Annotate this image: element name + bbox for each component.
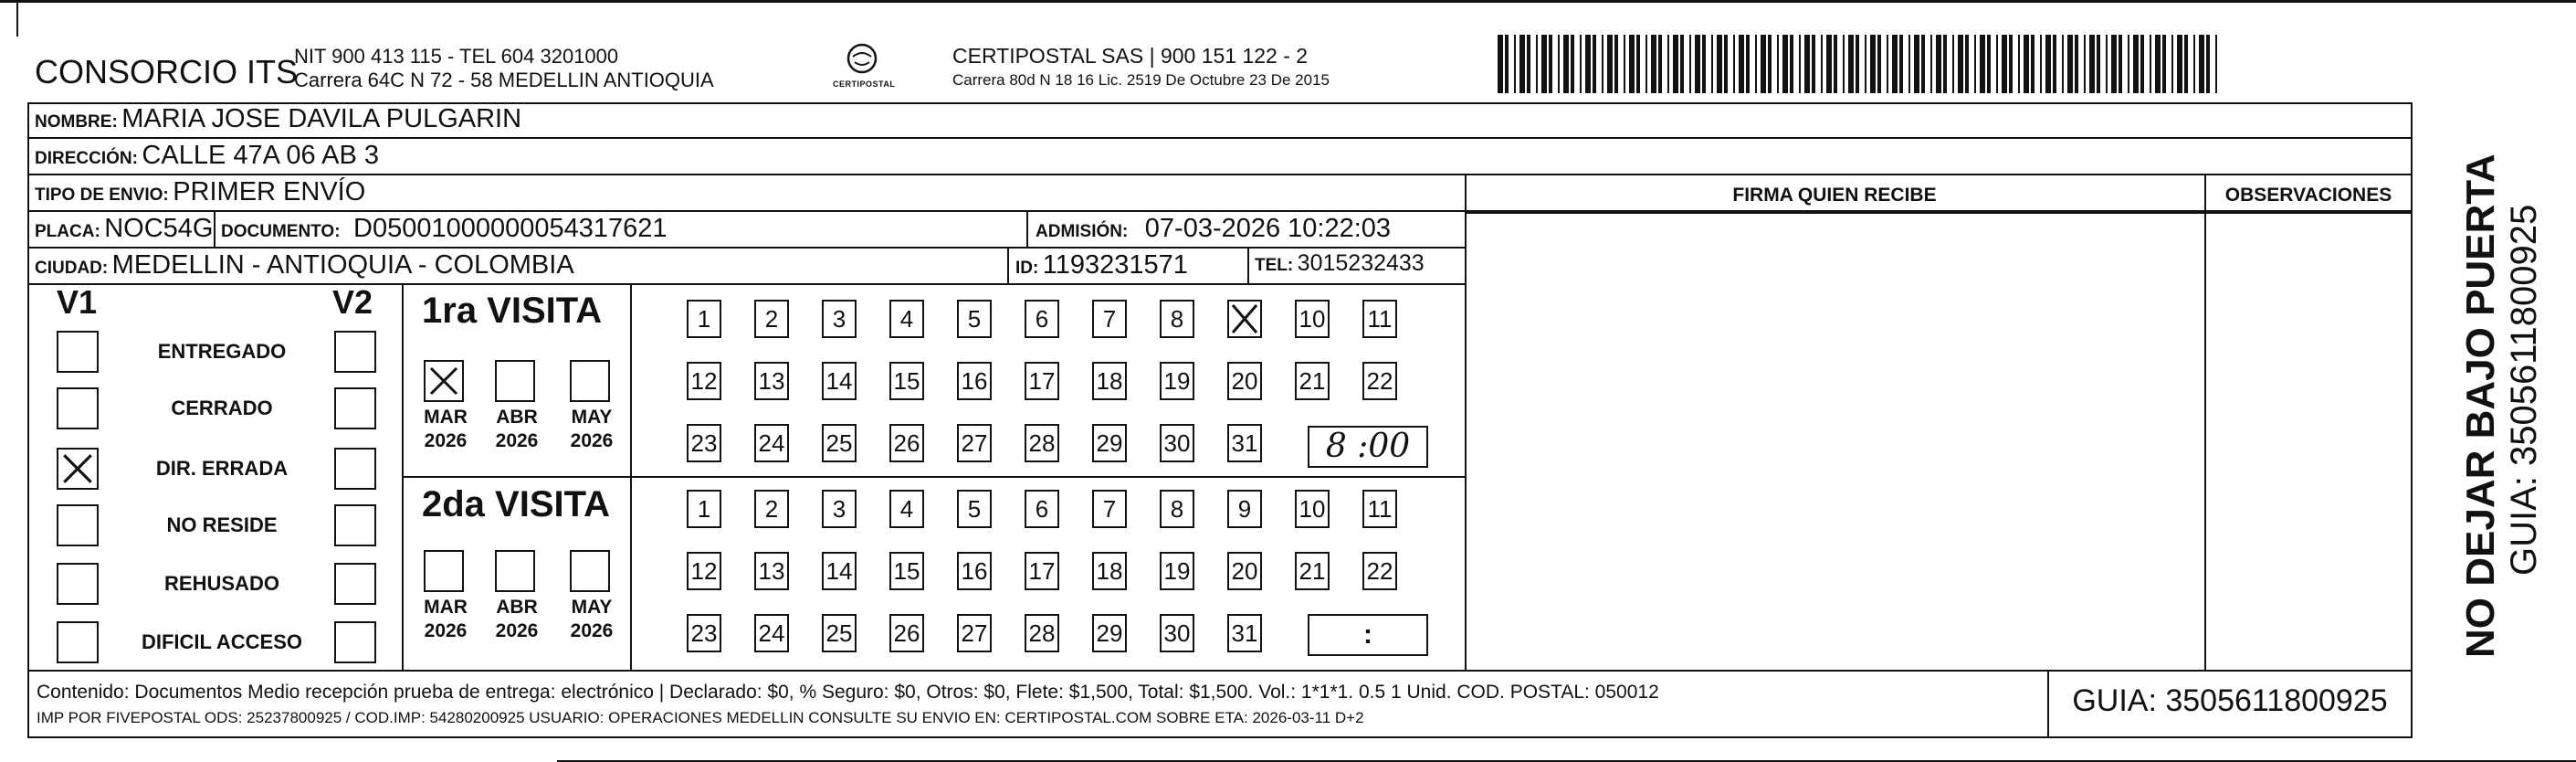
direccion-value: CALLE 47A 06 AB 3: [142, 141, 379, 170]
barcode-bar: [1717, 35, 1722, 93]
col-line: [1026, 210, 1028, 247]
barcode-bar: [2193, 35, 2195, 93]
day-box[interactable]: 24: [754, 424, 789, 462]
v1-checkbox[interactable]: [57, 387, 99, 429]
option-label: DIR. ERRADA: [155, 457, 289, 480]
barcode-bar: [1689, 35, 1691, 93]
visit2-title: 2da VISITA: [422, 484, 610, 524]
v1-checkbox[interactable]: [57, 331, 99, 373]
day-box[interactable]: 3: [822, 490, 857, 528]
day-box[interactable]: 16: [957, 362, 992, 400]
day-box-marked[interactable]: [1227, 300, 1262, 338]
day-box[interactable]: 10: [1295, 490, 1330, 528]
day-box[interactable]: 4: [889, 300, 924, 338]
left-edge-mark: [16, 0, 18, 37]
month-label: ABR 2026: [495, 597, 539, 641]
barcode-bar: [1602, 35, 1603, 93]
month-checkbox[interactable]: [424, 550, 464, 592]
day-box[interactable]: 14: [822, 552, 857, 590]
top-border-line: [0, 0, 2576, 3]
nombre-value: MARIA JOSE DAVILA PULGARIN: [121, 104, 522, 133]
ciudad-cell: [35, 250, 574, 280]
barcode-bar: [1877, 35, 1881, 93]
barcode-bar: [1856, 35, 1859, 93]
barcode-bar: [1519, 35, 1525, 93]
day-box[interactable]: 15: [889, 362, 924, 400]
barcode-bar: [1848, 35, 1854, 93]
barcode-bar: [1673, 35, 1678, 93]
barcode-bar: [1761, 35, 1766, 93]
barcode-bar: [1702, 35, 1706, 93]
barcode-bar: [1987, 35, 1991, 93]
day-box[interactable]: 1: [687, 490, 721, 528]
barcode-bar: [1865, 35, 1866, 93]
day-box[interactable]: 21: [1295, 362, 1330, 400]
barcode-bar: [1536, 35, 1538, 93]
month-label: MAY 2026: [570, 407, 614, 451]
day-box[interactable]: 2: [754, 300, 789, 338]
barcode-bar: [2184, 35, 2188, 93]
day-box[interactable]: 20: [1227, 362, 1262, 400]
v1-checkbox[interactable]: [57, 504, 99, 546]
barcode-bar: [1724, 35, 1728, 93]
barcode-bar: [1782, 35, 1788, 93]
day-box[interactable]: 21: [1295, 552, 1330, 590]
day-box[interactable]: 2: [754, 490, 789, 528]
barcode-bar: [1821, 35, 1823, 93]
barcode-bar: [1899, 35, 1903, 93]
barcode-bar: [2062, 35, 2064, 93]
barcode-bar: [1892, 35, 1898, 93]
barcode-bar: [2097, 35, 2100, 93]
barcode-bar: [1887, 35, 1888, 93]
day-box[interactable]: 1: [687, 300, 721, 338]
barcode-bar: [2171, 35, 2173, 93]
barcode-bar: [1498, 35, 1503, 93]
company-line-1: NIT 900 413 115 - TEL 604 3201000: [294, 45, 619, 68]
col-line: [1247, 247, 1249, 283]
day-box[interactable]: 31: [1227, 424, 1262, 462]
visit2-time-value: :: [1363, 619, 1372, 650]
day-box[interactable]: 13: [754, 552, 789, 590]
visit1-time-value: 8 :00: [1325, 428, 1411, 465]
day-box[interactable]: 10: [1295, 300, 1330, 338]
observaciones-area[interactable]: [2206, 214, 2411, 668]
admision-value: 07-03-2026 10:22:03: [1144, 214, 1392, 243]
option-label: REHUSADO: [164, 572, 279, 595]
barcode-bar: [2084, 35, 2086, 93]
ciudad-label: CIUDAD:: [35, 259, 109, 278]
barcode-bar: [2024, 35, 2029, 93]
barcode-bar: [2162, 35, 2166, 93]
courier-line-2: Carrera 80d N 18 16 Lic. 2519 De Octubre 23 De 2015: [952, 71, 1330, 89]
barcode-bar: [1943, 35, 1947, 93]
day-box[interactable]: 30: [1160, 614, 1194, 652]
day-box[interactable]: 6: [1025, 300, 1059, 338]
option-label: CERRADO: [171, 397, 273, 419]
barcode-bar: [1585, 35, 1591, 93]
day-box[interactable]: 22: [1362, 362, 1397, 400]
day-box[interactable]: 23: [687, 614, 721, 652]
day-box[interactable]: 13: [754, 362, 789, 400]
barcode-bar: [1563, 35, 1569, 93]
company-name: CONSORCIO ITS: [35, 53, 299, 90]
day-box[interactable]: 17: [1025, 362, 1059, 400]
barcode-bar: [1952, 35, 1954, 93]
row-line: [402, 476, 1467, 478]
barcode-bar: [1695, 35, 1700, 93]
barcode-bar: [1812, 35, 1815, 93]
side-warning: NO DEJAR BAJO PUERTA: [2458, 153, 2503, 658]
v2-checkbox[interactable]: [334, 504, 376, 546]
day-box[interactable]: 27: [957, 424, 992, 462]
barcode-bar: [2199, 35, 2204, 93]
barcode-bar: [1645, 35, 1647, 93]
footer-line-2: IMP POR FIVEPOSTAL ODS: 25237800925 / COD.IMP: 54280200925 USUARIO: OPERACIONES MEDELLIN CONSULTE SU ENVIO EN: CERTIPOSTAL.COM SOBRE ETA: 2026-03-11 D+2: [37, 709, 1364, 726]
barcode-bar: [2206, 35, 2210, 93]
col-line: [630, 283, 632, 670]
barcode-bar: [1980, 35, 1985, 93]
day-box[interactable]: 18: [1092, 552, 1127, 590]
v1-checkbox[interactable]: [57, 448, 99, 490]
direccion-label: DIRECCIÓN:: [35, 149, 138, 168]
visit2-time-box[interactable]: [1308, 614, 1428, 656]
barcode-bar: [2106, 35, 2108, 93]
day-box[interactable]: 12: [687, 362, 721, 400]
row-line: [27, 247, 1467, 249]
barcode-bar: [1834, 35, 1837, 93]
v2-checkbox[interactable]: [334, 387, 376, 429]
tel-value: 3015232433: [1297, 250, 1425, 276]
barcode-bar: [1514, 35, 1516, 93]
id-label: ID:: [1015, 259, 1039, 278]
visit1-title: 1ra VISITA: [422, 291, 603, 331]
barcode-bar: [1930, 35, 1932, 93]
x-mark-icon: [58, 450, 97, 488]
option-label: NO RESIDE: [166, 513, 278, 536]
direccion-row: [35, 141, 379, 171]
day-box[interactable]: 5: [957, 300, 992, 338]
footer-line-1: Contenido: Documentos Medio recepción prueba de entrega: electrónico | Declarado: $0, % Seguro: $0, Otros: $0, Flete: $1,500, Total: $1,500. Vol.: 1*1*1. 0.5 1 Unid. COD. POSTAL: 050012: [37, 682, 1659, 703]
row-line: [27, 283, 1467, 285]
barcode-bar: [1549, 35, 1552, 93]
day-box[interactable]: 29: [1092, 614, 1127, 652]
day-box[interactable]: 8: [1160, 490, 1194, 528]
placa-value: NOC54G: [104, 214, 214, 243]
barcode-bar: [1571, 35, 1574, 93]
day-box[interactable]: 4: [889, 490, 924, 528]
day-box[interactable]: 18: [1092, 362, 1127, 400]
v1-header: V1: [57, 283, 98, 321]
day-box[interactable]: 31: [1227, 614, 1262, 652]
day-box[interactable]: 14: [822, 362, 857, 400]
barcode-bar: [1636, 35, 1640, 93]
barcode-bar: [1908, 35, 1910, 93]
barcode-bar: [1629, 35, 1635, 93]
barcode-bar: [1777, 35, 1779, 93]
month-checkbox[interactable]: [495, 360, 535, 402]
month-label: ABR 2026: [495, 407, 539, 451]
observaciones-header: OBSERVACIONES: [2224, 185, 2392, 206]
barcode-bar: [1580, 35, 1582, 93]
barcode: [1498, 35, 2228, 93]
barcode-bar: [1607, 35, 1613, 93]
admision-cell: [1036, 214, 1391, 244]
barcode-bar: [1739, 35, 1744, 93]
barcode-bar: [1505, 35, 1509, 93]
barcode-bar: [1826, 35, 1832, 93]
v2-checkbox[interactable]: [334, 331, 376, 373]
month-label: MAR 2026: [424, 597, 468, 641]
courier-line-1: CERTIPOSTAL SAS | 900 151 122 - 2: [952, 44, 1309, 68]
barcode-bar: [2177, 35, 2182, 93]
x-mark-icon: [1229, 302, 1260, 336]
col-line: [1007, 247, 1009, 283]
v2-checkbox[interactable]: [334, 563, 376, 605]
barcode-bar: [1914, 35, 1919, 93]
barcode-bar: [2075, 35, 2078, 93]
day-box[interactable]: 30: [1160, 424, 1194, 462]
day-box[interactable]: 5: [957, 490, 992, 528]
barcode-bar: [2002, 35, 2007, 93]
barcode-bar: [1711, 35, 1713, 93]
barcode-bar: [2067, 35, 2073, 93]
month-checkbox[interactable]: [495, 550, 535, 592]
barcode-bar: [1799, 35, 1801, 93]
day-box[interactable]: 3: [822, 300, 857, 338]
placa-cell: [35, 214, 214, 244]
barcode-bar: [2155, 35, 2161, 93]
firma-header: FIRMA QUIEN RECIBE: [1732, 185, 1937, 206]
day-box[interactable]: 25: [822, 424, 857, 462]
barcode-bar: [2045, 35, 2051, 93]
v1-checkbox[interactable]: [57, 621, 99, 663]
documento-value: D05001000000054317621: [353, 214, 668, 243]
barcode-bar: [2018, 35, 2020, 93]
tel-label: TEL:: [1255, 256, 1294, 275]
side-guia: GUIA: 3505611800925: [2504, 204, 2544, 576]
day-box[interactable]: 19: [1160, 362, 1194, 400]
x-mark-icon: [426, 362, 462, 400]
barcode-bar: [1541, 35, 1547, 93]
logo-text: CERTIPOSTAL: [833, 79, 896, 89]
barcode-bar: [1755, 35, 1757, 93]
visit1-time-box[interactable]: [1308, 426, 1428, 468]
barcode-bar: [1733, 35, 1735, 93]
barcode-bar: [1790, 35, 1793, 93]
barcode-bar: [2111, 35, 2117, 93]
month-label: MAR 2026: [424, 407, 468, 451]
barcode-bar: [1965, 35, 1969, 93]
barcode-bar: [2009, 35, 2013, 93]
day-box[interactable]: 15: [889, 552, 924, 590]
barcode-bar: [2150, 35, 2151, 93]
certipostal-logo: [833, 42, 896, 99]
tipo-label: TIPO DE ENVIO:: [35, 185, 169, 205]
documento-cell: [221, 214, 668, 244]
barcode-bar: [2031, 35, 2035, 93]
month-checkbox[interactable]: [570, 360, 610, 402]
barcode-bar: [1593, 35, 1596, 93]
barcode-bar: [1768, 35, 1772, 93]
row-line: [27, 174, 2413, 175]
logo-icon: [844, 42, 880, 75]
id-cell: [1015, 250, 1188, 280]
month-label: MAY 2026: [570, 597, 614, 641]
day-box[interactable]: 26: [889, 424, 924, 462]
barcode-bar: [1974, 35, 1976, 93]
placa-label: PLACA:: [35, 222, 100, 241]
v2-checkbox[interactable]: [334, 448, 376, 490]
barcode-bar: [1936, 35, 1941, 93]
barcode-bar: [1804, 35, 1810, 93]
day-box[interactable]: 19: [1160, 552, 1194, 590]
barcode-bar: [1658, 35, 1662, 93]
signature-area[interactable]: [1467, 214, 2203, 668]
barcode-bar: [2215, 35, 2217, 93]
barcode-bar: [2140, 35, 2144, 93]
day-box[interactable]: 20: [1227, 552, 1262, 590]
company-line-2: Carrera 64C N 72 - 58 MEDELLIN ANTIOQUIA: [294, 69, 714, 91]
tipo-row: [35, 177, 365, 207]
month-checkbox[interactable]: [570, 550, 610, 592]
barcode-bar: [1996, 35, 1998, 93]
barcode-bar: [1651, 35, 1656, 93]
v1-checkbox[interactable]: [57, 563, 99, 605]
day-box[interactable]: 7: [1092, 300, 1127, 338]
barcode-bar: [2133, 35, 2139, 93]
tel-cell: [1255, 250, 1425, 277]
day-box[interactable]: 11: [1362, 490, 1397, 528]
option-label: DIFICIL ACCESO: [141, 630, 302, 653]
barcode-bar: [1921, 35, 1925, 93]
month-checkbox[interactable]: [424, 360, 464, 402]
day-box[interactable]: 27: [957, 614, 992, 652]
barcode-bar: [1843, 35, 1845, 93]
day-box[interactable]: 24: [754, 614, 789, 652]
day-box[interactable]: 12: [687, 552, 721, 590]
col-line: [402, 283, 404, 670]
v2-checkbox[interactable]: [334, 621, 376, 663]
barcode-bar: [2128, 35, 2129, 93]
col-line: [214, 210, 216, 247]
day-box[interactable]: 11: [1362, 300, 1397, 338]
barcode-bar: [1667, 35, 1669, 93]
option-label: ENTREGADO: [157, 340, 287, 363]
day-box[interactable]: 17: [1025, 552, 1059, 590]
day-box[interactable]: 8: [1160, 300, 1194, 338]
row-line: [27, 670, 2413, 672]
day-box[interactable]: 23: [687, 424, 721, 462]
day-box[interactable]: 28: [1025, 424, 1059, 462]
admision-label: ADMISIÓN:: [1036, 222, 1129, 241]
row-line: [27, 137, 2413, 139]
day-box[interactable]: 28: [1025, 614, 1059, 652]
barcode-bar: [1746, 35, 1750, 93]
day-box[interactable]: 16: [957, 552, 992, 590]
barcode-bar: [2089, 35, 2095, 93]
barcode-bar: [1527, 35, 1530, 93]
barcode-bar: [1614, 35, 1618, 93]
barcode-bar: [1624, 35, 1625, 93]
day-box[interactable]: 22: [1362, 552, 1397, 590]
day-box[interactable]: 9: [1227, 490, 1262, 528]
v2-header: V2: [332, 283, 373, 321]
day-box[interactable]: 29: [1092, 424, 1127, 462]
barcode-bar: [1870, 35, 1876, 93]
documento-label: DOCUMENTO:: [221, 222, 341, 241]
barcode-bar: [1558, 35, 1560, 93]
barcode-bar: [2053, 35, 2056, 93]
nombre-row: [35, 104, 521, 134]
day-box[interactable]: 25: [822, 614, 857, 652]
day-box[interactable]: 6: [1025, 490, 1059, 528]
nombre-label: NOMBRE:: [35, 112, 118, 132]
id-value: 1193231571: [1042, 250, 1188, 280]
barcode-bar: [2119, 35, 2122, 93]
barcode-bar: [2040, 35, 2042, 93]
ciudad-value: MEDELLIN - ANTIOQUIA - COLOMBIA: [111, 250, 574, 280]
footer-guia: GUIA: 3505611800925: [2072, 683, 2388, 718]
day-box[interactable]: 7: [1092, 490, 1127, 528]
tipo-value: PRIMER ENVÍO: [173, 177, 366, 206]
day-box[interactable]: 26: [889, 614, 924, 652]
barcode-bar: [1958, 35, 1963, 93]
barcode-bar: [1680, 35, 1684, 93]
